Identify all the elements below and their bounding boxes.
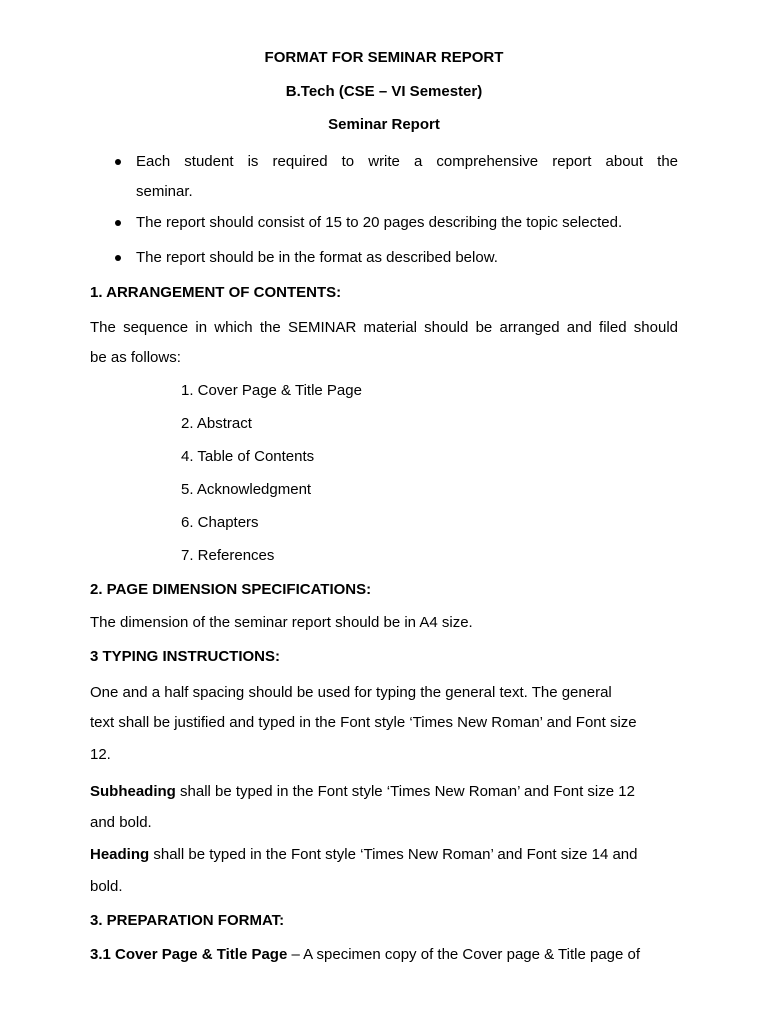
report-label: Seminar Report (328, 116, 440, 133)
section-heading-typing: 3 TYPING INSTRUCTIONS: (90, 648, 281, 665)
section-heading-arrangement: 1. ARRANGEMENT OF CONTENTS: (90, 284, 342, 301)
section-heading-page-dimension: 2. PAGE DIMENSION SPECIFICATIONS: (90, 581, 372, 598)
heading-rule-line-2: bold. (90, 878, 123, 895)
heading-rule-line-1 (90, 845, 678, 865)
heading-term: Heading (90, 846, 150, 863)
bullet-dot-icon (115, 220, 121, 226)
typing-para-line-1: One and a half spacing should be used for typing the general text. The general (90, 684, 612, 701)
subheading-rule-text: shall be typed in the Font style ‘Times New Roman’ and Font size 12 (175, 783, 635, 800)
subheading-term: Subheading (90, 783, 176, 800)
bullet-2: The report should consist of 15 to 20 pages describing the topic selected. (136, 214, 623, 231)
contents-list-item: 1. Cover Page & Title Page (181, 382, 362, 399)
arrangement-intro-line-1: The sequence in which the SEMINAR material should be arranged and filed should (90, 319, 678, 336)
contents-list-item: 2. Abstract (181, 415, 252, 432)
cover-page-line (90, 945, 678, 965)
bullet-dot-icon (115, 255, 121, 261)
cover-page-term: 3.1 Cover Page & Title Page (90, 946, 288, 963)
document-title: FORMAT FOR SEMINAR REPORT (264, 49, 504, 66)
bullet-dot-icon (115, 159, 121, 165)
contents-list-item: 5. Acknowledgment (181, 481, 312, 498)
subheading-rule-line-2: and bold. (90, 814, 152, 831)
arrangement-intro-line-2: be as follows: (90, 349, 181, 366)
bullet-3: The report should be in the format as described below. (136, 249, 498, 266)
contents-list-item: 7. References (181, 547, 275, 564)
section-heading-preparation: 3. PREPARATION FORMAT: (90, 912, 285, 929)
heading-rule-text: shall be typed in the Font style ‘Times New Roman’ and Font size 14 and (149, 846, 638, 863)
typing-para-line-2: text shall be justified and typed in the Font style ‘Times New Roman’ and Font size (90, 714, 637, 731)
contents-list-item: 6. Chapters (181, 514, 259, 531)
subheading-rule-line-1 (90, 782, 678, 802)
bullet-1-line-2: seminar. (136, 183, 193, 200)
typing-para-line-3: 12. (90, 746, 111, 763)
document-subtitle: B.Tech (CSE – VI Semester) (285, 83, 483, 100)
bullet-1-line-1: Each student is required to write a comprehensive report about the (136, 153, 678, 170)
page-dimension-text: The dimension of the seminar report should be in A4 size. (90, 614, 473, 631)
cover-page-text: – A specimen copy of the Cover page & Title page of (287, 946, 641, 963)
contents-list-item: 4. Table of Contents (181, 448, 315, 465)
